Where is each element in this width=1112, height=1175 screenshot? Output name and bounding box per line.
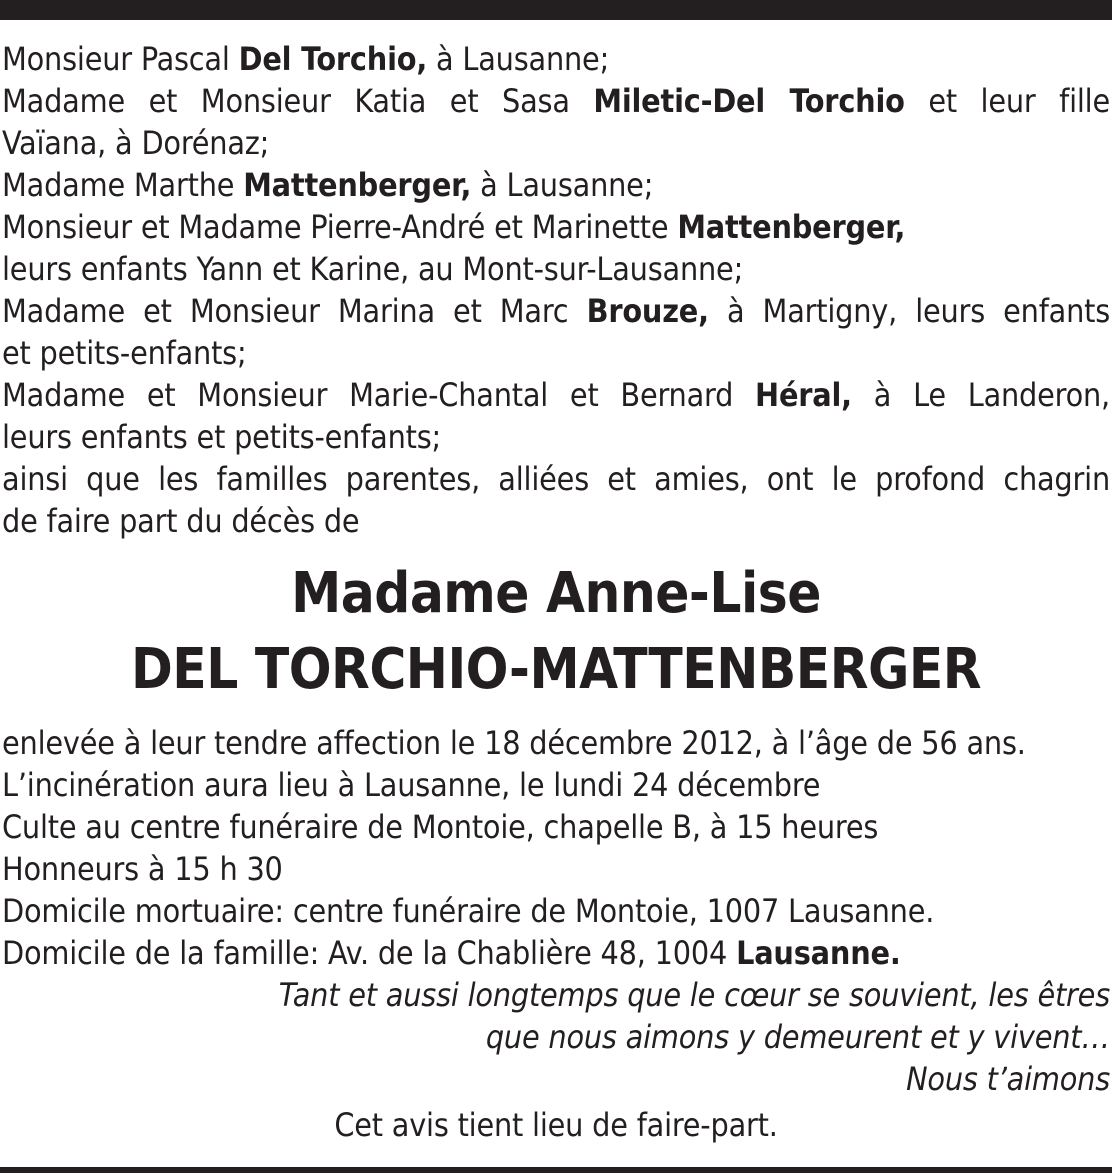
surname: Héral, [755,376,852,414]
text: leurs enfants et petits-enfants; [2,418,442,456]
text: à Martigny, leurs enfants [708,292,1110,330]
text: Monsieur Pascal [2,40,239,78]
text: Madame Marthe [2,166,244,204]
mortuary-address: Domicile mortuaire: centre funéraire de Montoie, 1007 Lausanne. [2,892,935,930]
text: Monsieur et Madame Pierre-André et Marinette [2,208,678,246]
surname: Mattenberger, [243,166,472,204]
text: Madame et Monsieur Marina et Marc [2,292,587,330]
bottom-rule [0,1167,1112,1173]
top-rule [0,0,1112,20]
text: et petits-enfants; [2,334,247,372]
text: Domicile de la famille: Av. de la Chablière 48, 1004 [2,934,737,972]
closing-note: Cet avis tient lieu de faire-part. [334,1106,778,1144]
family-line [2,248,1110,290]
city: Lausanne. [736,934,901,972]
text: et leur fille [904,82,1111,120]
text: ainsi que les familles parentes, alliées et amies, ont le profond chagrin [2,460,1110,498]
surname: Mattenberger, [677,208,906,246]
family-line [2,38,1110,80]
memorial-quote [2,974,1110,1100]
incineration-info: L’incinération aura lieu à Lausanne, le lundi 24 décembre [2,766,821,804]
text: Vaïana, à Dorénaz; [2,124,270,162]
funeral-details [2,722,1110,974]
obituary-notice [2,38,1110,1146]
family-line [2,500,1110,542]
text: leurs enfants Yann et Karine, au Mont-sur-Lausanne; [2,250,744,288]
family-line [2,164,1110,206]
text: à Lausanne; [471,166,654,204]
surname: Miletic-Del Torchio [593,82,905,120]
text: Madame et Monsieur Katia et Sasa [2,82,594,120]
family-line [2,332,1110,374]
family-address [2,932,1110,974]
family-line [2,458,1110,500]
text: de faire part du décès de [2,502,360,540]
passing-date: enlevée à leur tendre affection le 18 décembre 2012, à l’âge de 56 ans. [2,724,1026,762]
quote-line: que nous aimons y demeurent et y vivent… [485,1018,1110,1056]
family-announcement [2,38,1110,542]
honours-info: Honneurs à 15 h 30 [2,850,283,888]
quote-line: Tant et aussi longtemps que le cœur se souvient, les êtres [278,976,1110,1014]
text: Madame et Monsieur Marie-Chantal et Bernard [2,376,756,414]
deceased-name-line2: DEL TORCHIO-MATTENBERGER [130,637,982,702]
family-line [2,206,1110,248]
surname: Brouze, [586,292,709,330]
deceased-name-line1: Madame Anne-Lise [291,561,821,626]
family-line [2,374,1110,416]
family-line [2,290,1110,332]
family-line [2,122,1110,164]
quote-line: Nous t’aimons [906,1060,1110,1098]
family-line [2,80,1110,122]
family-line [2,416,1110,458]
service-info: Culte au centre funéraire de Montoie, chapelle B, à 15 heures [2,808,879,846]
surname: Del Torchio, [238,40,428,78]
deceased-name [2,556,1110,708]
text: à Lausanne; [427,40,610,78]
text: à Le Landeron, [851,376,1110,414]
